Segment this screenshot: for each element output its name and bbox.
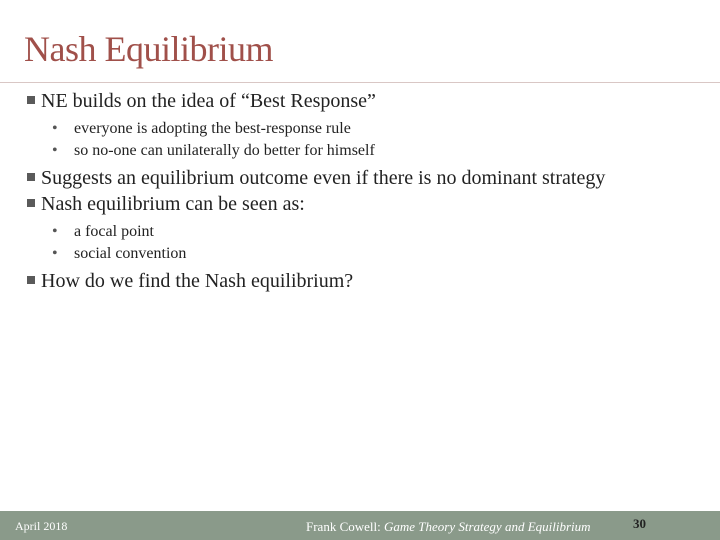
round-bullet-icon: • — [52, 245, 58, 262]
footer-course-title: Game Theory Strategy and Equilibrium — [384, 519, 591, 534]
round-bullet-icon: • — [52, 142, 58, 159]
slide-content — [24, 90, 684, 292]
footer-date: April 2018 — [15, 519, 68, 533]
square-bullet-icon — [27, 276, 35, 284]
sub-bullet-text: so no-one can unilaterally do better for himself — [74, 142, 375, 159]
square-bullet-icon — [27, 173, 35, 181]
sub-bullet-item — [24, 243, 684, 265]
sub-bullet-text: a focal point — [74, 223, 154, 240]
sub-bullet-text: social convention — [74, 245, 187, 262]
round-bullet-icon: • — [52, 223, 58, 240]
round-bullet-icon: • — [52, 120, 58, 137]
bullet-item — [24, 270, 684, 292]
square-bullet-icon — [27, 199, 35, 207]
bullet-text: How do we find the Nash equilibrium? — [41, 270, 354, 292]
bullet-item — [24, 167, 684, 189]
bullet-text: Nash equilibrium can be seen as: — [41, 193, 305, 215]
slide-title: Nash Equilibrium — [24, 29, 273, 69]
footer-author: Frank Cowell: — [306, 519, 381, 534]
footer-credit — [306, 519, 591, 535]
square-bullet-icon — [27, 96, 35, 104]
sub-bullet-item — [24, 140, 684, 162]
bullet-item — [24, 193, 684, 215]
title-divider — [0, 82, 720, 83]
sub-bullet-item — [24, 221, 684, 243]
sub-bullet-text: everyone is adopting the best-response rule — [74, 120, 351, 137]
bullet-text: Suggests an equilibrium outcome even if there is no dominant strategy — [41, 167, 606, 189]
bullet-text: NE builds on the idea of “Best Response” — [41, 90, 376, 112]
page-number: 30 — [633, 516, 646, 531]
footer-bar — [0, 511, 720, 540]
bullet-item — [24, 90, 684, 112]
sub-bullet-item — [24, 118, 684, 140]
